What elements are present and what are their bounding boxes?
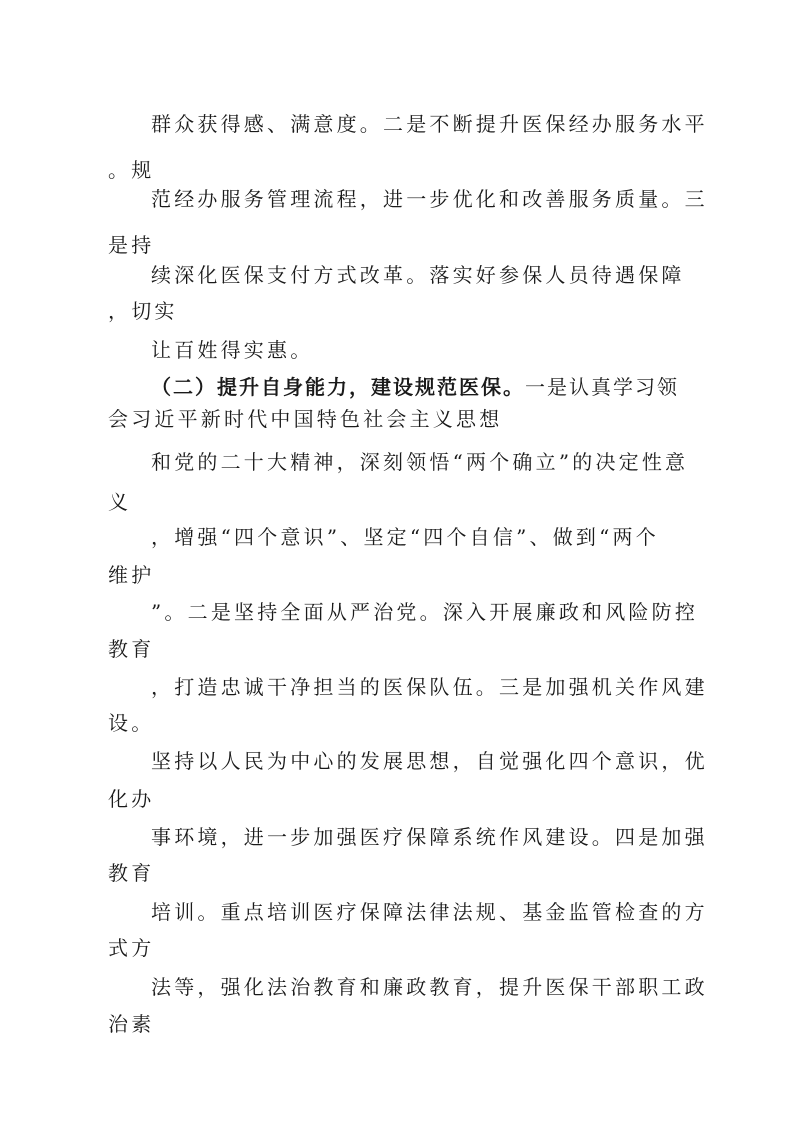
text-line: ，增强“四个意识”、坚定“四个自信”、做到“两个 xyxy=(151,525,659,549)
text-line: 会习近平新时代中国特色社会主义思想 xyxy=(108,407,503,431)
text-line: 设。 xyxy=(108,711,155,735)
text-line: 教育 xyxy=(108,637,155,661)
text-line: 治素 xyxy=(108,1012,155,1036)
text-line: 培训。重点培训医疗保障法律法规、基金监管检查的方 xyxy=(151,900,708,924)
text-line: 坚持以人民为中心的发展思想，自觉强化四个意识，优 xyxy=(151,749,708,773)
text-line: 续深化医保支付方式改革。落实好参保人员待遇保障 xyxy=(151,263,685,287)
text-line: 维护 xyxy=(108,563,155,587)
text-line: 。规 xyxy=(108,158,155,182)
text-line: 让百姓得实惠。 xyxy=(151,338,314,362)
text-line: 教育 xyxy=(108,861,155,885)
text-line: 事环境，进一步加强医疗保障系统作风建设。四是加强 xyxy=(151,825,708,849)
text-line: 和党的二十大精神，深刻领悟“两个确立”的决定性意 xyxy=(151,450,689,474)
text-line: 范经办服务管理流程，进一步优化和改善服务质量。三 xyxy=(151,187,708,211)
section-heading: （二）提升自身能力，建设规范医保。 xyxy=(151,375,525,399)
text-line: 义 xyxy=(108,490,132,514)
section-heading-line xyxy=(151,375,679,399)
text-line: 群众获得感、满意度。二是不断提升医保经办服务水平 xyxy=(151,112,708,136)
text-line: ”。二是坚持全面从严治党。深入开展廉政和风险防控 xyxy=(151,600,699,624)
text-line: 式方 xyxy=(108,936,155,960)
text-line: 是持 xyxy=(108,233,155,257)
text-line: ，切实 xyxy=(108,299,178,323)
text-line: 法等，强化法治教育和廉政教育，提升医保干部职工政 xyxy=(151,975,708,999)
text-line: ，打造忠诚干净担当的医保队伍。三是加强机关作风建 xyxy=(151,675,708,699)
text-line: 化办 xyxy=(108,787,155,811)
text-segment: 一是认真学习领 xyxy=(525,375,679,399)
